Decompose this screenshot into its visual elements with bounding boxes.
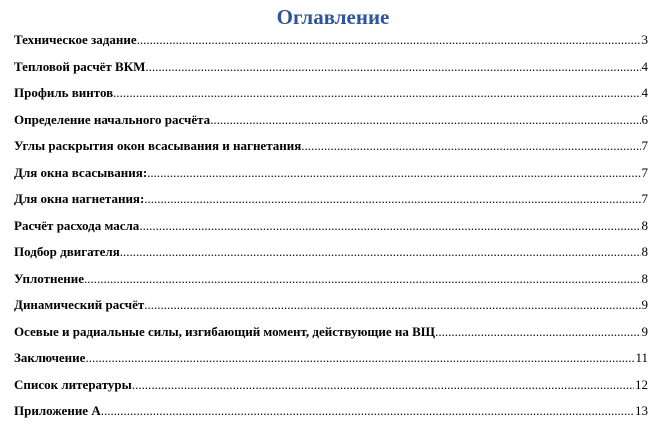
toc-entry-page-number[interactable]: 13 — [635, 403, 648, 418]
toc-dot-leader — [147, 165, 640, 181]
toc-entry-label[interactable]: Осевые и радиальные силы, изгибающий момент, действующие на ВЩ — [14, 323, 436, 339]
toc-entry[interactable] — [14, 324, 648, 351]
toc-entry[interactable] — [14, 32, 648, 59]
toc-entry-label[interactable]: Для окна нагнетания: — [14, 191, 145, 206]
toc-dot-leader — [132, 377, 634, 393]
toc-entry[interactable] — [14, 59, 648, 86]
toc-dot-leader — [101, 403, 634, 419]
toc-entry-page-number[interactable]: 8 — [641, 270, 648, 286]
toc-dot-leader — [144, 297, 640, 313]
toc-entry-page-number[interactable]: 12 — [635, 376, 648, 392]
toc-entry[interactable] — [14, 350, 648, 377]
toc-entry[interactable] — [14, 244, 648, 271]
toc-dot-leader — [210, 112, 640, 128]
toc-dot-leader — [84, 271, 641, 287]
toc-entry-label[interactable]: Подбор двигателя — [14, 244, 120, 259]
toc-entry-label[interactable]: Тепловой расчёт ВКМ — [14, 58, 146, 74]
toc-entry-label[interactable]: Приложение А — [14, 403, 101, 418]
toc-entry-page-number[interactable]: 7 — [641, 138, 648, 153]
toc-dot-leader — [139, 218, 640, 234]
toc-entry-page-number[interactable]: 6 — [641, 111, 648, 127]
toc-entry-label[interactable]: Динамический расчёт — [14, 297, 145, 312]
toc-entry[interactable] — [14, 85, 648, 112]
toc-dot-leader — [145, 59, 640, 75]
toc-entry-label[interactable]: Список литературы — [14, 376, 132, 392]
toc-dot-leader — [144, 191, 640, 207]
toc-entry-page-number[interactable]: 3 — [641, 32, 648, 47]
toc-entry[interactable] — [14, 403, 648, 430]
toc-entry-page-number[interactable]: 7 — [641, 191, 648, 206]
toc-entry-page-number[interactable]: 7 — [641, 164, 648, 180]
toc-title: Оглавление — [276, 5, 390, 29]
toc-dot-leader — [113, 85, 640, 101]
toc-entry-label[interactable]: Профиль винтов — [14, 85, 114, 100]
toc-entry[interactable] — [14, 377, 648, 404]
toc-entry-page-number[interactable]: 9 — [641, 297, 648, 312]
toc-entry-page-number[interactable]: 8 — [641, 217, 648, 233]
toc-entry-label[interactable]: Уплотнение — [14, 270, 84, 286]
toc-entry-page-number[interactable]: 9 — [641, 323, 648, 339]
toc-entry-page-number[interactable]: 4 — [641, 85, 648, 100]
toc-entry-label[interactable]: Для окна всасывания: — [14, 164, 148, 180]
toc-entry-page-number[interactable]: 11 — [635, 350, 648, 365]
toc-entry[interactable] — [14, 138, 648, 165]
toc-entry[interactable] — [14, 112, 648, 139]
toc-entry-label[interactable]: Определение начального расчёта — [14, 111, 211, 127]
toc-entry[interactable] — [14, 297, 648, 324]
toc-dot-leader — [301, 138, 640, 154]
table-of-contents — [14, 32, 648, 430]
toc-dot-leader — [120, 244, 641, 260]
toc-entry-page-number[interactable]: 8 — [641, 244, 648, 259]
toc-dot-leader — [85, 350, 634, 366]
toc-entry-label[interactable]: Техническое задание — [14, 32, 137, 47]
toc-entry-label[interactable]: Заключение — [14, 350, 86, 365]
toc-dot-leader — [435, 324, 640, 340]
toc-dot-leader — [137, 32, 641, 48]
toc-entry-label[interactable]: Расчёт расхода масла — [14, 217, 140, 233]
toc-entry[interactable] — [14, 191, 648, 218]
toc-entry[interactable] — [14, 165, 648, 192]
toc-entry[interactable] — [14, 271, 648, 298]
toc-entry[interactable] — [14, 218, 648, 245]
toc-entry-page-number[interactable]: 4 — [641, 58, 648, 74]
toc-entry-label[interactable]: Углы раскрытия окон всасывания и нагнетания — [14, 138, 302, 153]
